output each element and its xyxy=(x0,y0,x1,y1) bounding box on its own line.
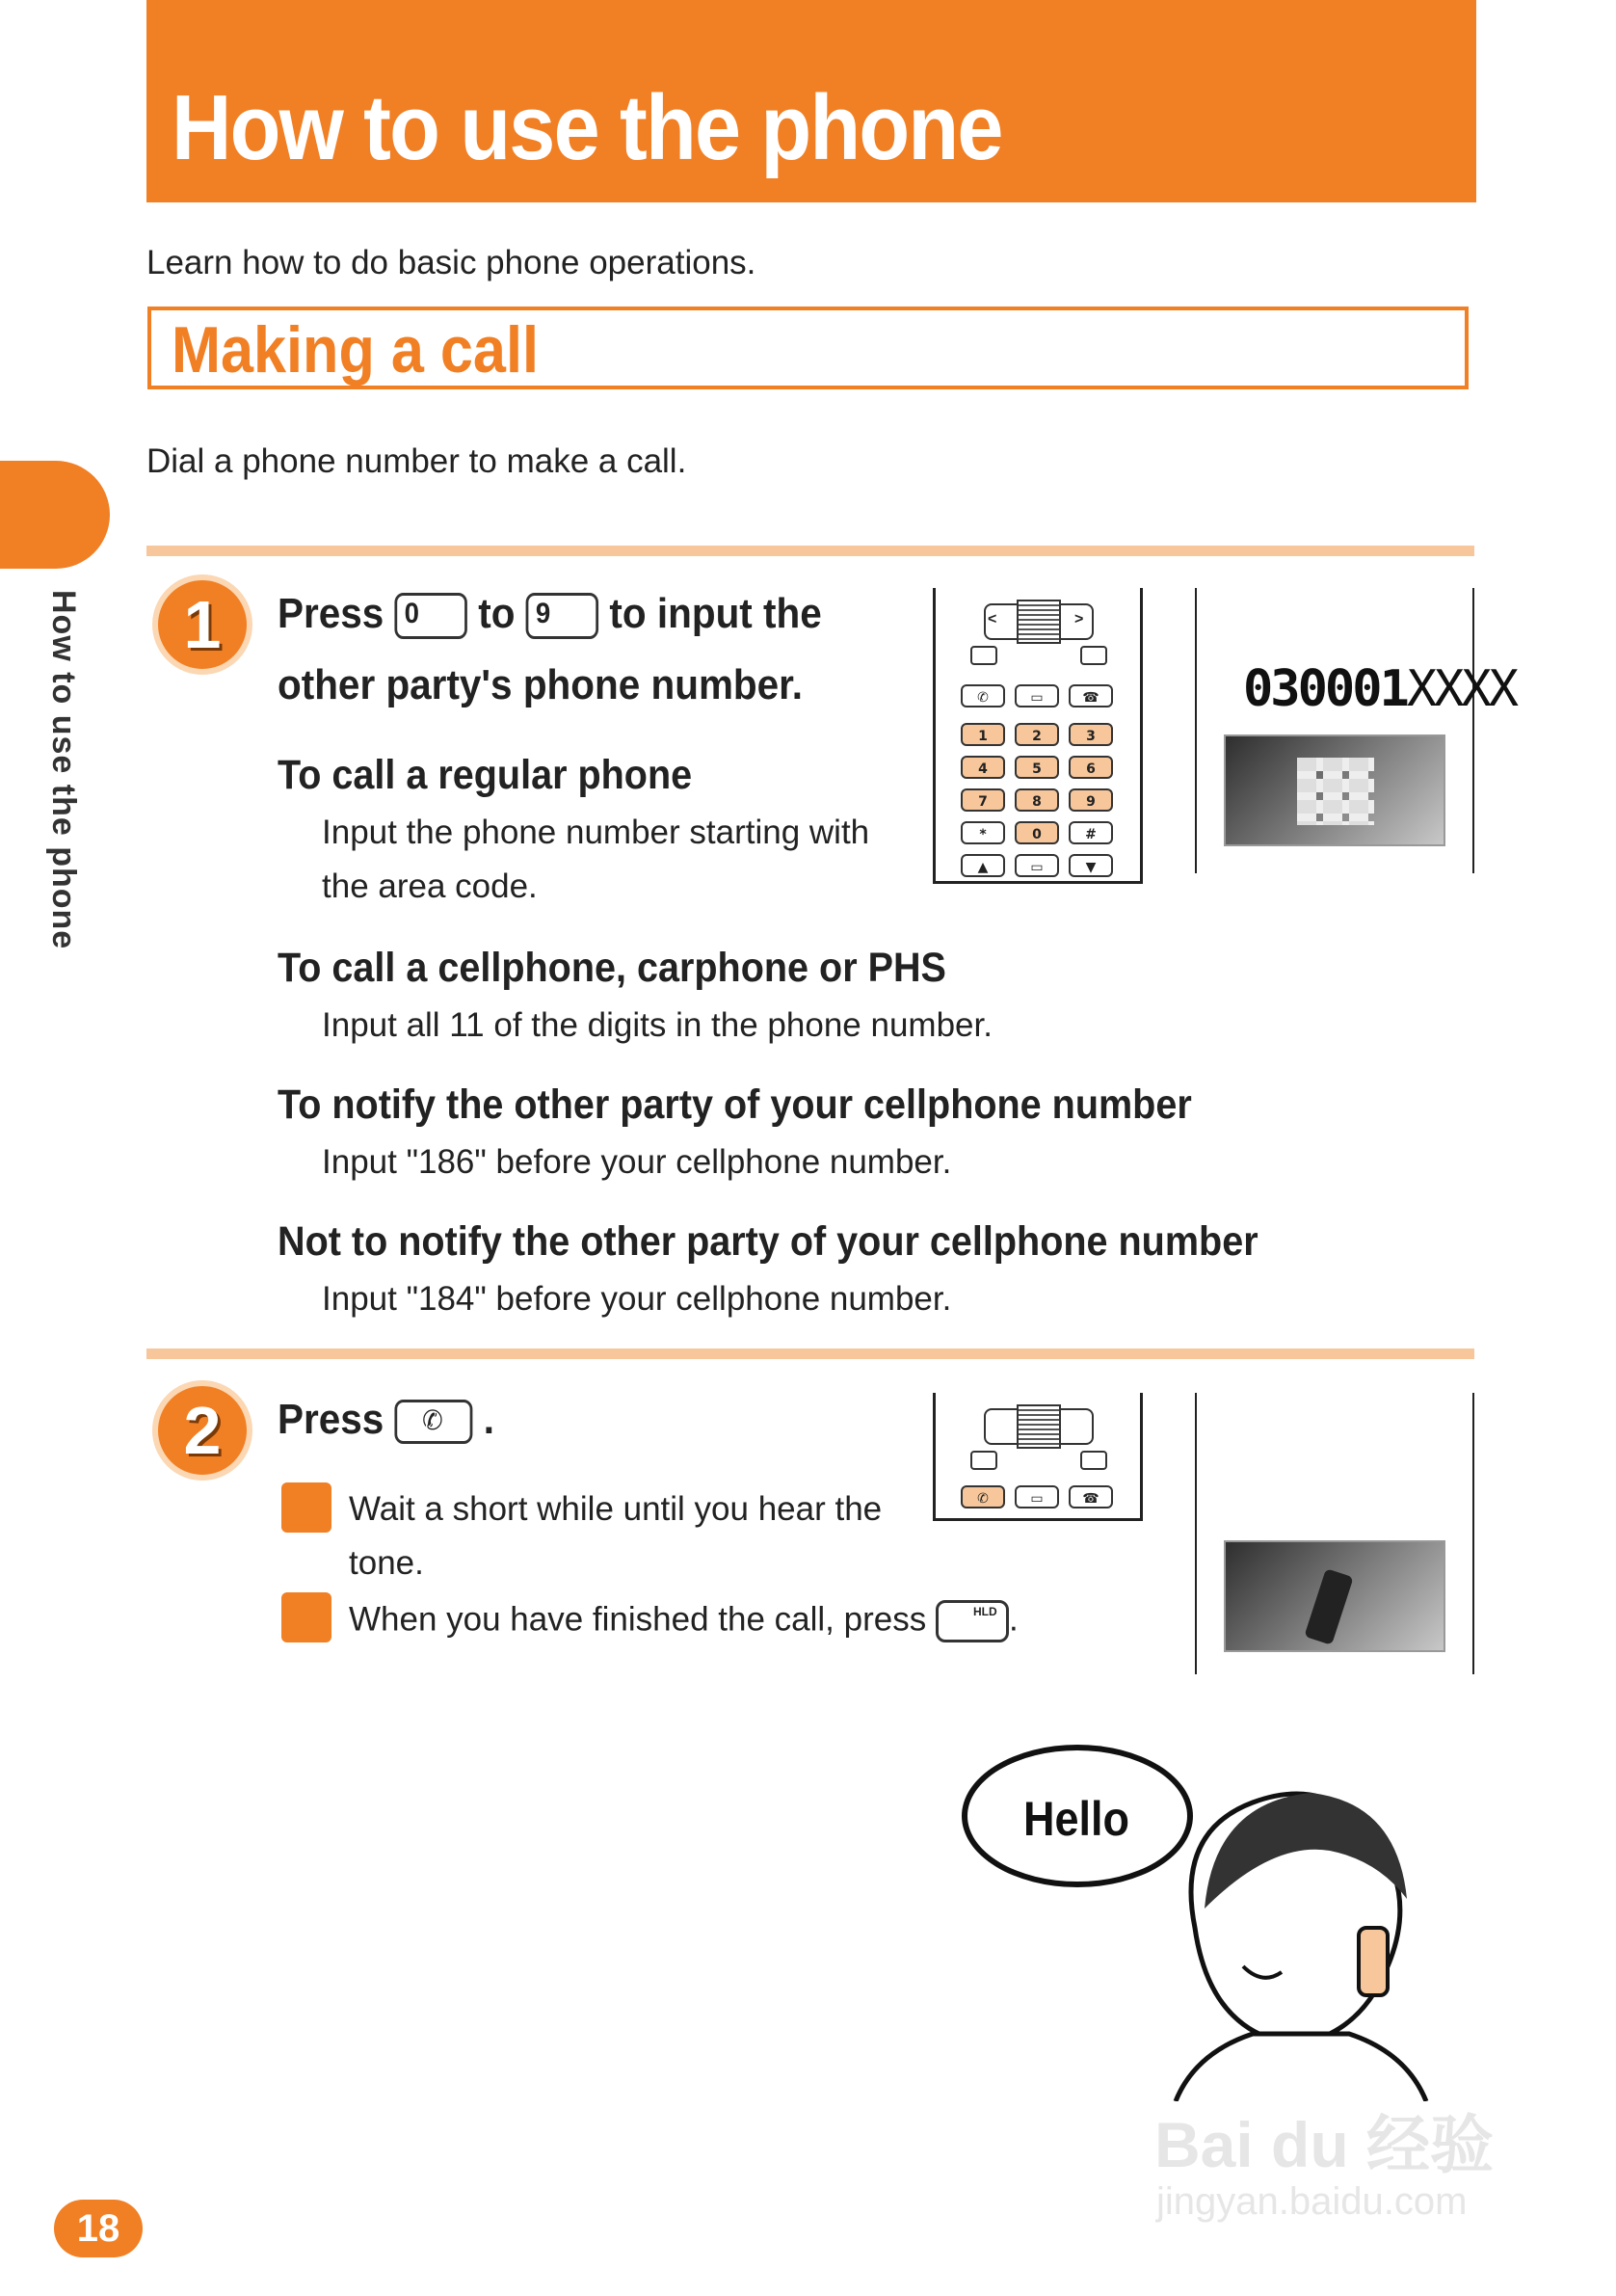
key-0-label: 0 xyxy=(404,598,420,630)
dialed-number xyxy=(1243,660,1516,718)
step2-period: . xyxy=(483,1396,495,1443)
page-title: How to use the phone xyxy=(172,76,1002,179)
dialed-placeholder: XXXX xyxy=(1406,660,1517,718)
side-tab-label: How to use the phone xyxy=(45,590,82,950)
calling-screen-image xyxy=(1224,1540,1445,1652)
girl-on-phone-illustration xyxy=(1137,1745,1445,2101)
call-key-icon: ✆ xyxy=(961,684,1005,707)
cellphone-title: To call a cellphone, carphone or PHS xyxy=(278,945,946,991)
step2-number: 2 xyxy=(183,1393,222,1468)
keypad-key: 4 xyxy=(961,756,1005,779)
nav-center-icon xyxy=(1017,1404,1061,1449)
section-description: Dial a phone number to make a call. xyxy=(146,442,687,480)
mail-key-icon xyxy=(970,646,997,665)
keypad-key: 7 xyxy=(961,788,1005,812)
nav-center-icon xyxy=(1017,600,1061,644)
keypad-key: 0 xyxy=(1015,821,1059,844)
keypad-key: 1 xyxy=(961,723,1005,746)
cellphone-graphic-icon xyxy=(1304,1568,1353,1645)
dialed-digits: 030001 xyxy=(1243,660,1407,718)
step2-divider xyxy=(146,1348,1474,1359)
app-key-icon: ▭ xyxy=(1015,854,1059,877)
step1-rest-text: to input the xyxy=(609,590,822,637)
nav-right-icon: > xyxy=(1074,611,1084,627)
dialing-screen-image xyxy=(1224,734,1445,846)
keypad-key: # xyxy=(1069,821,1113,844)
key-0-icon xyxy=(395,593,467,639)
manner-key-icon: ▲ xyxy=(961,854,1005,877)
clear-key-icon: ▭ xyxy=(1015,684,1059,707)
page-number: 18 xyxy=(54,2200,143,2257)
key-9-label: 9 xyxy=(535,598,551,630)
hand-point-icon xyxy=(281,1482,331,1533)
step2-note2 xyxy=(349,1600,1019,1642)
end-key-icon: ☎ xyxy=(1069,1485,1113,1508)
intro-text: Learn how to do basic phone operations. xyxy=(146,244,756,281)
web-key-icon xyxy=(1080,1451,1107,1470)
call-key-highlighted-icon: ✆ xyxy=(961,1485,1005,1508)
phone-keypad-illustration xyxy=(933,588,1143,884)
step2-note1-line2: tone. xyxy=(349,1544,424,1582)
watermark-url: jingyan.baidu.com xyxy=(1156,2180,1468,2223)
notify-text: Input "186" before your cellphone number. xyxy=(322,1143,952,1181)
keypad-graphic-icon xyxy=(1297,758,1374,825)
step2-press-text: Press xyxy=(278,1396,384,1443)
keypad-key: 5 xyxy=(1015,756,1059,779)
keypad-key: 3 xyxy=(1069,723,1113,746)
cellphone-text: Input all 11 of the digits in the phone number. xyxy=(322,1006,993,1044)
girl-shoulders-shape xyxy=(1176,2034,1426,2101)
call-key-icon xyxy=(395,1400,473,1444)
end-key-icon: ☎ xyxy=(1069,684,1113,707)
keypad-key: 2 xyxy=(1015,723,1059,746)
regular-phone-text-1: Input the phone number starting with xyxy=(322,814,870,851)
step1-to-text: to xyxy=(478,590,516,637)
notify-title: To notify the other party of your cellphone number xyxy=(278,1081,1192,1128)
handset-icon: ✆ xyxy=(422,1405,443,1436)
girl-phone-shape xyxy=(1359,1928,1388,1995)
mail-key-icon xyxy=(970,1451,997,1470)
step2-note2-end: . xyxy=(1008,1600,1019,1639)
keypad-key: 6 xyxy=(1069,756,1113,779)
not-notify-title: Not to notify the other party of your cellphone number xyxy=(278,1218,1258,1265)
step2-heading xyxy=(278,1396,494,1444)
regular-phone-text-2: the area code. xyxy=(322,868,538,905)
regular-phone-title: To call a regular phone xyxy=(278,752,693,798)
step1-divider xyxy=(146,546,1474,556)
not-notify-text: Input "184" before your cellphone number. xyxy=(322,1280,952,1318)
step1-heading-line2: other party's phone number. xyxy=(278,661,803,708)
step1-press-text: Press xyxy=(278,590,384,637)
memo-key-icon: ▼ xyxy=(1069,854,1113,877)
clear-key-icon: ▭ xyxy=(1015,1485,1059,1508)
keypad-key: * xyxy=(961,821,1005,844)
step1-heading xyxy=(278,590,822,639)
side-tab xyxy=(0,461,110,569)
end-key-icon xyxy=(936,1600,1009,1642)
keypad-key: 8 xyxy=(1015,788,1059,812)
step2-note2-text: When you have finished the call, press xyxy=(349,1600,927,1639)
phone-top-illustration xyxy=(933,1393,1143,1521)
key-9-icon xyxy=(526,593,598,639)
hand-point-icon xyxy=(281,1592,331,1642)
step2-note1-line1: Wait a short while until you hear the xyxy=(349,1490,883,1528)
watermark-logo: Bai du 经验 xyxy=(1154,2109,1495,2180)
nav-left-icon: < xyxy=(988,611,997,627)
speech-text: Hello xyxy=(1023,1792,1130,1846)
step1-number: 1 xyxy=(183,587,222,662)
web-key-icon xyxy=(1080,646,1107,665)
section-title: Making a call xyxy=(172,313,539,387)
keypad-key: 9 xyxy=(1069,788,1113,812)
end-key-label: HLD xyxy=(972,1605,997,1618)
